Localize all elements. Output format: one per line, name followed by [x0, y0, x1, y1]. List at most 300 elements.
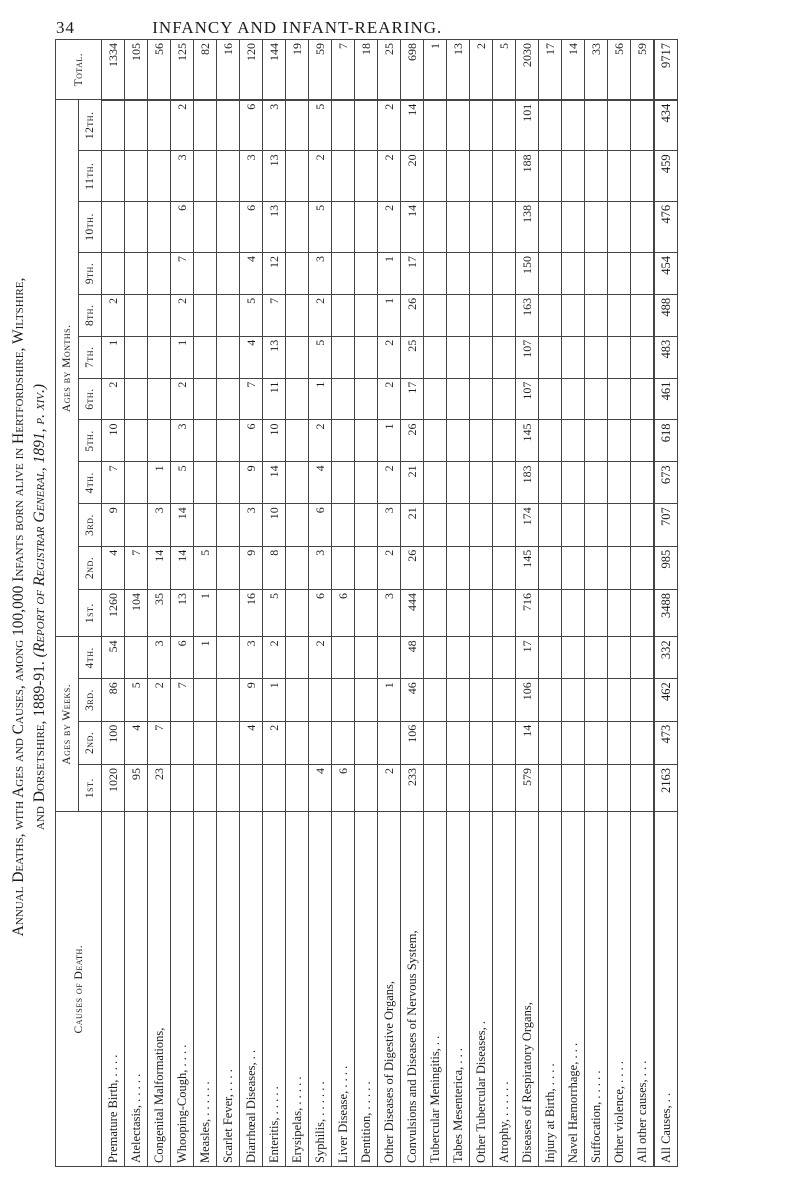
value-cell: 13	[263, 201, 286, 252]
table-row	[654, 40, 678, 1167]
value-cell	[447, 151, 470, 202]
value-cell: 14	[401, 201, 424, 252]
value-cell	[286, 679, 309, 722]
value-cell: 3	[309, 546, 332, 589]
value-cell	[631, 294, 655, 336]
value-cell	[631, 100, 655, 151]
value-cell	[148, 294, 171, 336]
value-cell: 2	[378, 100, 401, 151]
value-cell	[171, 721, 194, 764]
value-cell: 1	[378, 420, 401, 462]
value-cell: 14	[148, 546, 171, 589]
value-cell: 86	[102, 679, 125, 722]
value-cell	[378, 637, 401, 679]
value-cell: 150	[516, 253, 539, 295]
value-cell: 5	[240, 294, 263, 336]
table-row	[355, 40, 378, 1167]
value-cell	[309, 679, 332, 722]
header-week-3: 3rd.	[79, 679, 102, 722]
value-cell	[447, 253, 470, 295]
value-cell	[470, 764, 493, 811]
value-cell	[286, 378, 309, 420]
cause-cell: Enteritis, . . . . .	[263, 812, 286, 1167]
value-cell	[447, 336, 470, 378]
header-causes: Causes of Death.	[56, 812, 102, 1167]
value-cell	[608, 637, 631, 679]
value-cell: 17	[401, 378, 424, 420]
value-cell	[286, 504, 309, 547]
total-cell: 1334	[102, 40, 125, 100]
value-cell: 5	[125, 679, 148, 722]
header-month-2: 2nd.	[79, 546, 102, 589]
value-cell	[263, 764, 286, 811]
value-cell	[125, 253, 148, 295]
value-cell: 174	[516, 504, 539, 547]
value-cell	[608, 151, 631, 202]
header-month-8: 8th.	[79, 294, 102, 336]
value-cell: 483	[654, 336, 678, 378]
value-cell	[217, 721, 240, 764]
value-cell	[470, 100, 493, 151]
value-cell	[470, 201, 493, 252]
value-cell: 2163	[654, 764, 678, 811]
value-cell: 13	[263, 336, 286, 378]
value-cell	[631, 151, 655, 202]
value-cell: 1	[194, 637, 217, 679]
value-cell	[355, 336, 378, 378]
value-cell	[470, 336, 493, 378]
value-cell: 4	[240, 336, 263, 378]
value-cell	[332, 462, 355, 504]
value-cell	[470, 294, 493, 336]
value-cell: 26	[401, 294, 424, 336]
value-cell	[539, 378, 562, 420]
value-cell: 3	[240, 504, 263, 547]
value-cell: 716	[516, 589, 539, 636]
value-cell	[240, 764, 263, 811]
value-cell	[539, 420, 562, 462]
value-cell	[217, 679, 240, 722]
header-month-12: 12th.	[79, 100, 102, 151]
value-cell: 21	[401, 462, 424, 504]
value-cell: 26	[401, 420, 424, 462]
deaths-table	[55, 39, 678, 1167]
value-cell: 10	[102, 420, 125, 462]
value-cell	[355, 100, 378, 151]
total-cell: 698	[401, 40, 424, 100]
value-cell	[493, 294, 516, 336]
value-cell: 1	[378, 294, 401, 336]
table-row	[332, 40, 355, 1167]
value-cell	[355, 151, 378, 202]
value-cell	[470, 546, 493, 589]
total-cell: 7	[332, 40, 355, 100]
value-cell	[631, 637, 655, 679]
value-cell	[447, 201, 470, 252]
caption-line-2: and Dorsetshire, 1889-91.	[31, 661, 48, 831]
value-cell	[424, 253, 447, 295]
value-cell	[332, 378, 355, 420]
table-row	[516, 40, 539, 1167]
value-cell: 2	[102, 378, 125, 420]
value-cell	[493, 378, 516, 420]
value-cell	[447, 504, 470, 547]
header-month-1: 1st.	[79, 589, 102, 636]
value-cell: 2	[171, 378, 194, 420]
value-cell	[470, 253, 493, 295]
total-cell: 2	[470, 40, 493, 100]
cause-cell: Suffocation, . . . . .	[585, 812, 608, 1167]
cause-cell: Premature Birth, . . . .	[102, 812, 125, 1167]
table-caption	[8, 57, 50, 1157]
value-cell	[539, 100, 562, 151]
value-cell	[539, 637, 562, 679]
value-cell	[424, 462, 447, 504]
value-cell: 106	[401, 721, 424, 764]
table-row	[102, 40, 125, 1167]
value-cell: 8	[263, 546, 286, 589]
value-cell	[562, 679, 585, 722]
value-cell	[608, 378, 631, 420]
value-cell	[447, 100, 470, 151]
value-cell	[194, 721, 217, 764]
table-row	[125, 40, 148, 1167]
value-cell	[355, 679, 378, 722]
value-cell: 1	[148, 462, 171, 504]
value-cell	[355, 546, 378, 589]
table-row	[171, 40, 194, 1167]
table-row	[217, 40, 240, 1167]
value-cell	[562, 546, 585, 589]
value-cell	[562, 294, 585, 336]
value-cell: 459	[654, 151, 678, 202]
header-week-4: 4th.	[79, 637, 102, 679]
value-cell	[286, 100, 309, 151]
value-cell: 579	[516, 764, 539, 811]
value-cell	[424, 504, 447, 547]
total-cell: 18	[355, 40, 378, 100]
value-cell	[608, 336, 631, 378]
value-cell: 5	[309, 201, 332, 252]
value-cell	[332, 420, 355, 462]
value-cell	[539, 589, 562, 636]
value-cell: 9	[240, 546, 263, 589]
value-cell	[608, 100, 631, 151]
value-cell	[332, 336, 355, 378]
value-cell	[562, 764, 585, 811]
value-cell	[424, 378, 447, 420]
value-cell	[194, 378, 217, 420]
value-cell: 233	[401, 764, 424, 811]
value-cell	[194, 294, 217, 336]
value-cell	[585, 336, 608, 378]
value-cell: 3	[148, 504, 171, 547]
value-cell: 17	[516, 637, 539, 679]
value-cell	[424, 764, 447, 811]
value-cell: 26	[401, 546, 424, 589]
cause-cell: Syphilis, . . . . . .	[309, 812, 332, 1167]
value-cell: 9	[240, 462, 263, 504]
value-cell	[493, 679, 516, 722]
value-cell: 1	[194, 589, 217, 636]
header-week-1: 1st.	[79, 764, 102, 811]
value-cell	[585, 679, 608, 722]
caption-source: (Report of Registrar General, 1891, p. xiv.)	[31, 383, 48, 658]
value-cell	[125, 100, 148, 151]
header-month-9: 9th.	[79, 253, 102, 295]
value-cell: 106	[516, 679, 539, 722]
value-cell	[608, 764, 631, 811]
value-cell	[631, 253, 655, 295]
cause-cell: Other Tubercular Diseases, .	[470, 812, 493, 1167]
value-cell	[125, 420, 148, 462]
cause-cell: Diseases of Respiratory Organs,	[516, 812, 539, 1167]
value-cell	[608, 679, 631, 722]
value-cell: 461	[654, 378, 678, 420]
value-cell	[608, 420, 631, 462]
value-cell: 2	[378, 764, 401, 811]
value-cell: 163	[516, 294, 539, 336]
value-cell	[447, 294, 470, 336]
value-cell: 2	[378, 201, 401, 252]
value-cell: 2	[378, 378, 401, 420]
value-cell	[539, 764, 562, 811]
value-cell	[585, 589, 608, 636]
value-cell: 3	[240, 637, 263, 679]
total-cell: 56	[608, 40, 631, 100]
value-cell	[194, 151, 217, 202]
value-cell	[332, 721, 355, 764]
value-cell	[355, 637, 378, 679]
header-month-10: 10th.	[79, 201, 102, 252]
value-cell	[217, 294, 240, 336]
value-cell	[447, 589, 470, 636]
value-cell	[309, 721, 332, 764]
value-cell: 14	[401, 100, 424, 151]
value-cell	[217, 151, 240, 202]
value-cell	[217, 462, 240, 504]
cause-cell: Tubercular Meningitis, . .	[424, 812, 447, 1167]
value-cell	[447, 546, 470, 589]
cause-cell: All Causes, . .	[654, 812, 678, 1167]
value-cell: 488	[654, 294, 678, 336]
value-cell: 4	[309, 462, 332, 504]
value-cell: 4	[309, 764, 332, 811]
value-cell	[539, 201, 562, 252]
value-cell	[217, 637, 240, 679]
value-cell	[585, 504, 608, 547]
value-cell	[355, 294, 378, 336]
value-cell: 3	[240, 151, 263, 202]
value-cell: 1020	[102, 764, 125, 811]
value-cell: 20	[401, 151, 424, 202]
value-cell	[194, 462, 217, 504]
value-cell: 2	[263, 721, 286, 764]
value-cell	[148, 420, 171, 462]
header-total: Total.	[56, 40, 102, 100]
value-cell	[332, 546, 355, 589]
value-cell	[631, 336, 655, 378]
value-cell	[424, 679, 447, 722]
value-cell	[378, 721, 401, 764]
value-cell	[332, 201, 355, 252]
value-cell: 3	[378, 504, 401, 547]
value-cell: 6	[240, 201, 263, 252]
header-month-3: 3rd.	[79, 504, 102, 547]
value-cell	[332, 637, 355, 679]
value-cell: 707	[654, 504, 678, 547]
value-cell: 7	[125, 546, 148, 589]
value-cell	[286, 294, 309, 336]
value-cell: 2	[263, 637, 286, 679]
value-cell: 23	[148, 764, 171, 811]
value-cell	[424, 546, 447, 589]
value-cell: 673	[654, 462, 678, 504]
value-cell	[286, 336, 309, 378]
value-cell: 95	[125, 764, 148, 811]
value-cell	[562, 420, 585, 462]
table-row	[240, 40, 263, 1167]
value-cell: 6	[309, 589, 332, 636]
value-cell	[217, 504, 240, 547]
value-cell: 6	[171, 637, 194, 679]
value-cell: 476	[654, 201, 678, 252]
value-cell	[539, 462, 562, 504]
value-cell: 7	[148, 721, 171, 764]
value-cell	[424, 151, 447, 202]
caption-line-1: Annual Deaths, with Ages and Causes, among 100,000 Infants born alive in Hertfordshire, Wiltshire,	[10, 277, 27, 937]
value-cell	[447, 679, 470, 722]
value-cell	[447, 637, 470, 679]
value-cell: 100	[102, 721, 125, 764]
value-cell: 7	[171, 253, 194, 295]
value-cell	[148, 336, 171, 378]
value-cell	[332, 679, 355, 722]
value-cell	[424, 420, 447, 462]
value-cell: 6	[240, 100, 263, 151]
value-cell	[424, 294, 447, 336]
value-cell	[539, 336, 562, 378]
value-cell	[125, 504, 148, 547]
value-cell	[447, 764, 470, 811]
value-cell	[332, 100, 355, 151]
cause-cell: Measles, . . . . . .	[194, 812, 217, 1167]
value-cell	[286, 462, 309, 504]
value-cell: 4	[240, 721, 263, 764]
value-cell	[608, 294, 631, 336]
value-cell	[608, 253, 631, 295]
value-cell	[355, 504, 378, 547]
cause-cell: Diarrhœal Diseases, . .	[240, 812, 263, 1167]
value-cell: 444	[401, 589, 424, 636]
value-cell: 7	[240, 378, 263, 420]
value-cell	[355, 764, 378, 811]
value-cell	[102, 100, 125, 151]
cause-cell: Injury at Birth, . . . .	[539, 812, 562, 1167]
value-cell	[424, 637, 447, 679]
value-cell	[493, 420, 516, 462]
value-cell: 14	[516, 721, 539, 764]
value-cell: 14	[171, 546, 194, 589]
value-cell	[148, 253, 171, 295]
value-cell	[562, 721, 585, 764]
value-cell	[355, 462, 378, 504]
value-cell	[217, 764, 240, 811]
value-cell: 4	[125, 721, 148, 764]
value-cell	[286, 764, 309, 811]
value-cell: 11	[263, 378, 286, 420]
value-cell: 138	[516, 201, 539, 252]
value-cell: 107	[516, 378, 539, 420]
value-cell	[493, 546, 516, 589]
value-cell	[355, 721, 378, 764]
value-cell	[286, 589, 309, 636]
cause-cell: Other Diseases of Digestive Organs,	[378, 812, 401, 1167]
value-cell: 4	[102, 546, 125, 589]
value-cell: 188	[516, 151, 539, 202]
header-week-2: 2nd.	[79, 721, 102, 764]
value-cell	[148, 100, 171, 151]
value-cell	[585, 764, 608, 811]
table-row	[608, 40, 631, 1167]
value-cell: 2	[148, 679, 171, 722]
value-cell	[493, 504, 516, 547]
cause-cell: Tabes Mesenterica, . . .	[447, 812, 470, 1167]
value-cell	[125, 462, 148, 504]
value-cell: 10	[263, 504, 286, 547]
value-cell	[332, 253, 355, 295]
value-cell	[493, 253, 516, 295]
value-cell: 3488	[654, 589, 678, 636]
table-row	[286, 40, 309, 1167]
total-cell: 33	[585, 40, 608, 100]
value-cell	[539, 253, 562, 295]
value-cell	[539, 151, 562, 202]
value-cell	[125, 637, 148, 679]
value-cell: 5	[171, 462, 194, 504]
total-cell: 105	[125, 40, 148, 100]
header-month-4: 4th.	[79, 462, 102, 504]
value-cell: 2	[102, 294, 125, 336]
value-cell	[470, 151, 493, 202]
value-cell: 104	[125, 589, 148, 636]
value-cell	[217, 378, 240, 420]
cause-cell: All other causes, . . .	[631, 812, 655, 1167]
value-cell	[217, 420, 240, 462]
value-cell: 454	[654, 253, 678, 295]
value-cell: 14	[171, 504, 194, 547]
table-row	[447, 40, 470, 1167]
value-cell: 3	[378, 589, 401, 636]
value-cell: 2	[378, 336, 401, 378]
total-cell: 5	[493, 40, 516, 100]
value-cell: 5	[309, 336, 332, 378]
header-month-7: 7th.	[79, 336, 102, 378]
value-cell: 145	[516, 420, 539, 462]
value-cell	[355, 420, 378, 462]
value-cell	[585, 201, 608, 252]
value-cell: 3	[309, 253, 332, 295]
value-cell: 2	[309, 637, 332, 679]
value-cell	[585, 462, 608, 504]
value-cell	[194, 100, 217, 151]
value-cell: 1	[171, 336, 194, 378]
value-cell	[562, 100, 585, 151]
value-cell	[424, 589, 447, 636]
table-row	[585, 40, 608, 1167]
value-cell: 6	[332, 589, 355, 636]
value-cell	[217, 201, 240, 252]
